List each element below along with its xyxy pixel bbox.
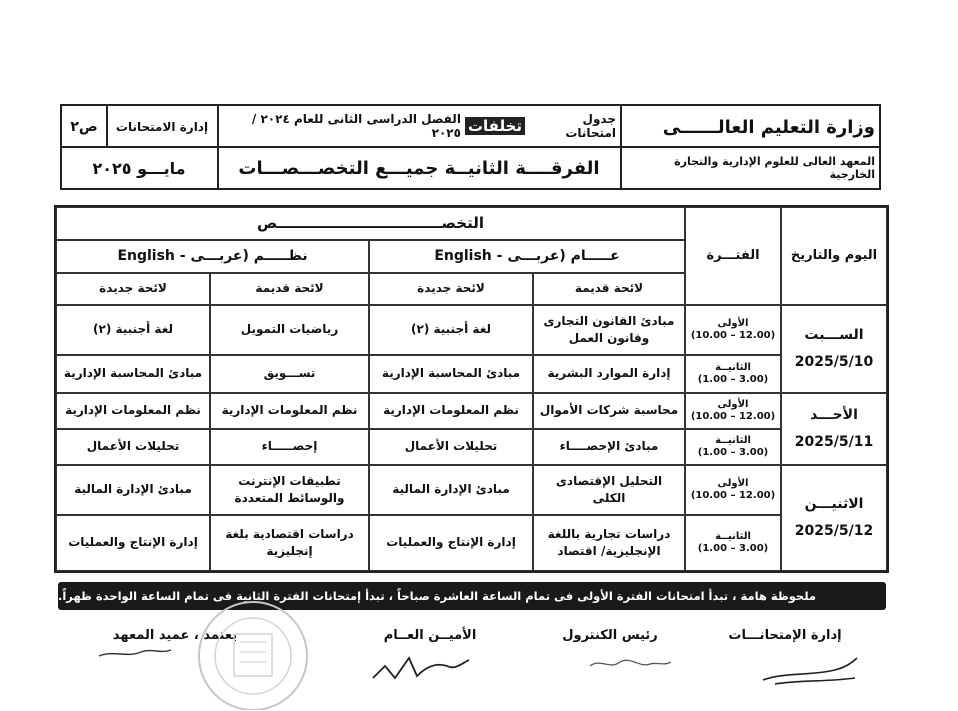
- subject-cell: مبادئ الإدارة المالية: [369, 465, 533, 515]
- signature-secretary: الأميــن العــام: [383, 628, 477, 643]
- period-name: الأولى: [717, 318, 749, 329]
- handwritten-signature-dean: [95, 642, 175, 664]
- specialization-header: التخصــــــــــــــــــــــــــــــــص: [56, 207, 685, 240]
- reg-new-special: لائحة جديدة: [56, 273, 210, 305]
- day-name: الأحـــد: [810, 407, 858, 424]
- signature-dean: يعتمد ، عميد المعهد: [112, 628, 238, 643]
- day-date: 2025/5/10: [794, 354, 874, 370]
- exams-office-label: إدارة الامتحانات: [115, 120, 209, 134]
- col-period-header: الفتـــرة: [685, 207, 781, 305]
- system-general-header: عـــــام (عربـــى - English: [369, 240, 685, 273]
- header-divider-v1: [620, 104, 622, 190]
- period-cell: [685, 515, 781, 571]
- page-code: ص٢: [70, 119, 98, 135]
- day-name: الســـبت: [804, 327, 864, 344]
- subject-cell: دراسات اقتصادية بلغة إنجليزية: [210, 515, 369, 571]
- period-time: (10.00 – 12.00): [690, 330, 776, 341]
- subject-cell: إدارة الإنتاج والعمليات: [369, 515, 533, 571]
- period-cell: [685, 429, 781, 465]
- period-time: (1.00 – 3.00): [697, 374, 769, 385]
- period-time: (1.00 – 3.00): [697, 543, 769, 554]
- period-name: الثانيــة: [715, 531, 751, 542]
- schedule-title: [222, 108, 616, 144]
- institute-stamp: [188, 598, 318, 710]
- header-divider-v2: [217, 104, 219, 190]
- period-time: (10.00 – 12.00): [690, 490, 776, 501]
- subject-cell: مبادئ الإدارة المالية: [56, 465, 210, 515]
- day-cell-monday: [781, 465, 887, 571]
- signature-exams-office: إدارة الإمتحانـــات: [728, 628, 842, 643]
- subject-cell: نظم المعلومات الإدارية: [210, 393, 369, 429]
- period-cell: [685, 355, 781, 393]
- signature-control-head: رئيس الكنترول: [562, 628, 658, 643]
- subject-cell: محاسبة شركات الأموال: [533, 393, 685, 429]
- subject-cell: التحليل الإقتصادى الكلى: [533, 465, 685, 515]
- subject-cell: تحليلات الأعمال: [56, 429, 210, 465]
- handwritten-signature-control: [585, 652, 675, 676]
- subject-cell: مبادئ المحاسبة الإدارية: [369, 355, 533, 393]
- day-cell-sunday: [781, 393, 887, 465]
- subject-cell: رياضيات التمويل: [210, 305, 369, 355]
- handwritten-signature-secretary: [365, 648, 475, 688]
- day-cell-saturday: [781, 305, 887, 393]
- day-date: 2025/5/12: [794, 523, 874, 539]
- reg-old-general: لائحة قديمة: [533, 273, 685, 305]
- schedule-title-pre: جدول امتحانات: [565, 112, 616, 140]
- subject-cell: مبادئ الإحصــــاء: [533, 429, 685, 465]
- day-name: الاثنيـــن: [804, 496, 864, 513]
- header-divider-h: [60, 146, 881, 148]
- subject-cell: نظم المعلومات الإدارية: [56, 393, 210, 429]
- important-note: ملحوظة هامة ، تبدأ امتحانات الفترة الأولى فى تمام الساعة العاشرة صباحاً ، تبدأ إمتحانات الفترة الثانية فى تمام الساعة الواحدة ظهراً.: [58, 582, 886, 610]
- period-name: الأولى: [717, 399, 749, 410]
- col-day-header: اليوم والتاريخ: [781, 207, 887, 305]
- subject-cell: تطبيقات الإنترنت والوسائط المتعددة: [210, 465, 369, 515]
- grade-title: الفرقــــة الثانيــة جميـــع التخصـــصـــات: [238, 157, 600, 179]
- subject-cell: تحليلات الأعمال: [369, 429, 533, 465]
- subject-cell: نظم المعلومات الإدارية: [369, 393, 533, 429]
- schedule-title-post: الفصل الدراسى الثانى للعام ٢٠٢٤ / ٢٠٢٥: [251, 112, 461, 140]
- reg-new-general: لائحة جديدة: [369, 273, 533, 305]
- period-cell: [685, 393, 781, 429]
- institute-name: المعهد العالى للعلوم الإدارية والتجارة الخارجية: [674, 155, 875, 181]
- handwritten-signature-exams: [755, 650, 865, 690]
- ministry-name: وزارة التعليم العالــــــى: [662, 116, 875, 138]
- subject-cell: إدارة الإنتاج والعمليات: [56, 515, 210, 571]
- subject-cell: مبادئ المحاسبة الإدارية: [56, 355, 210, 393]
- period-name: الأولى: [717, 478, 749, 489]
- period-name: الثانيــة: [715, 435, 751, 446]
- period-cell: [685, 465, 781, 515]
- period-time: (10.00 – 12.00): [690, 411, 776, 422]
- subject-cell: لغة أجنبية (٢): [369, 305, 533, 355]
- schedule-title-highlight: تخلفات: [465, 117, 525, 135]
- reg-old-special: لائحة قديمة: [210, 273, 369, 305]
- subject-cell: دراسات تجارية باللغة الإنجليزية/ اقتصاد: [533, 515, 685, 571]
- exam-month: مايـــو ٢٠٢٥: [92, 158, 186, 178]
- day-date: 2025/5/11: [794, 434, 874, 450]
- subject-cell: إدارة الموارد البشرية: [533, 355, 685, 393]
- subject-cell: إحصـــــاء: [210, 429, 369, 465]
- period-name: الثانيــة: [715, 362, 751, 373]
- subject-cell: مبادئ القانون التجارى وقانون العمل: [533, 305, 685, 355]
- period-cell: [685, 305, 781, 355]
- subject-cell: لغة أجنبية (٢): [56, 305, 210, 355]
- subject-cell: تســـويق: [210, 355, 369, 393]
- period-time: (1.00 – 3.00): [697, 447, 769, 458]
- system-special-header: نظـــــم (عربـــى - English: [56, 240, 369, 273]
